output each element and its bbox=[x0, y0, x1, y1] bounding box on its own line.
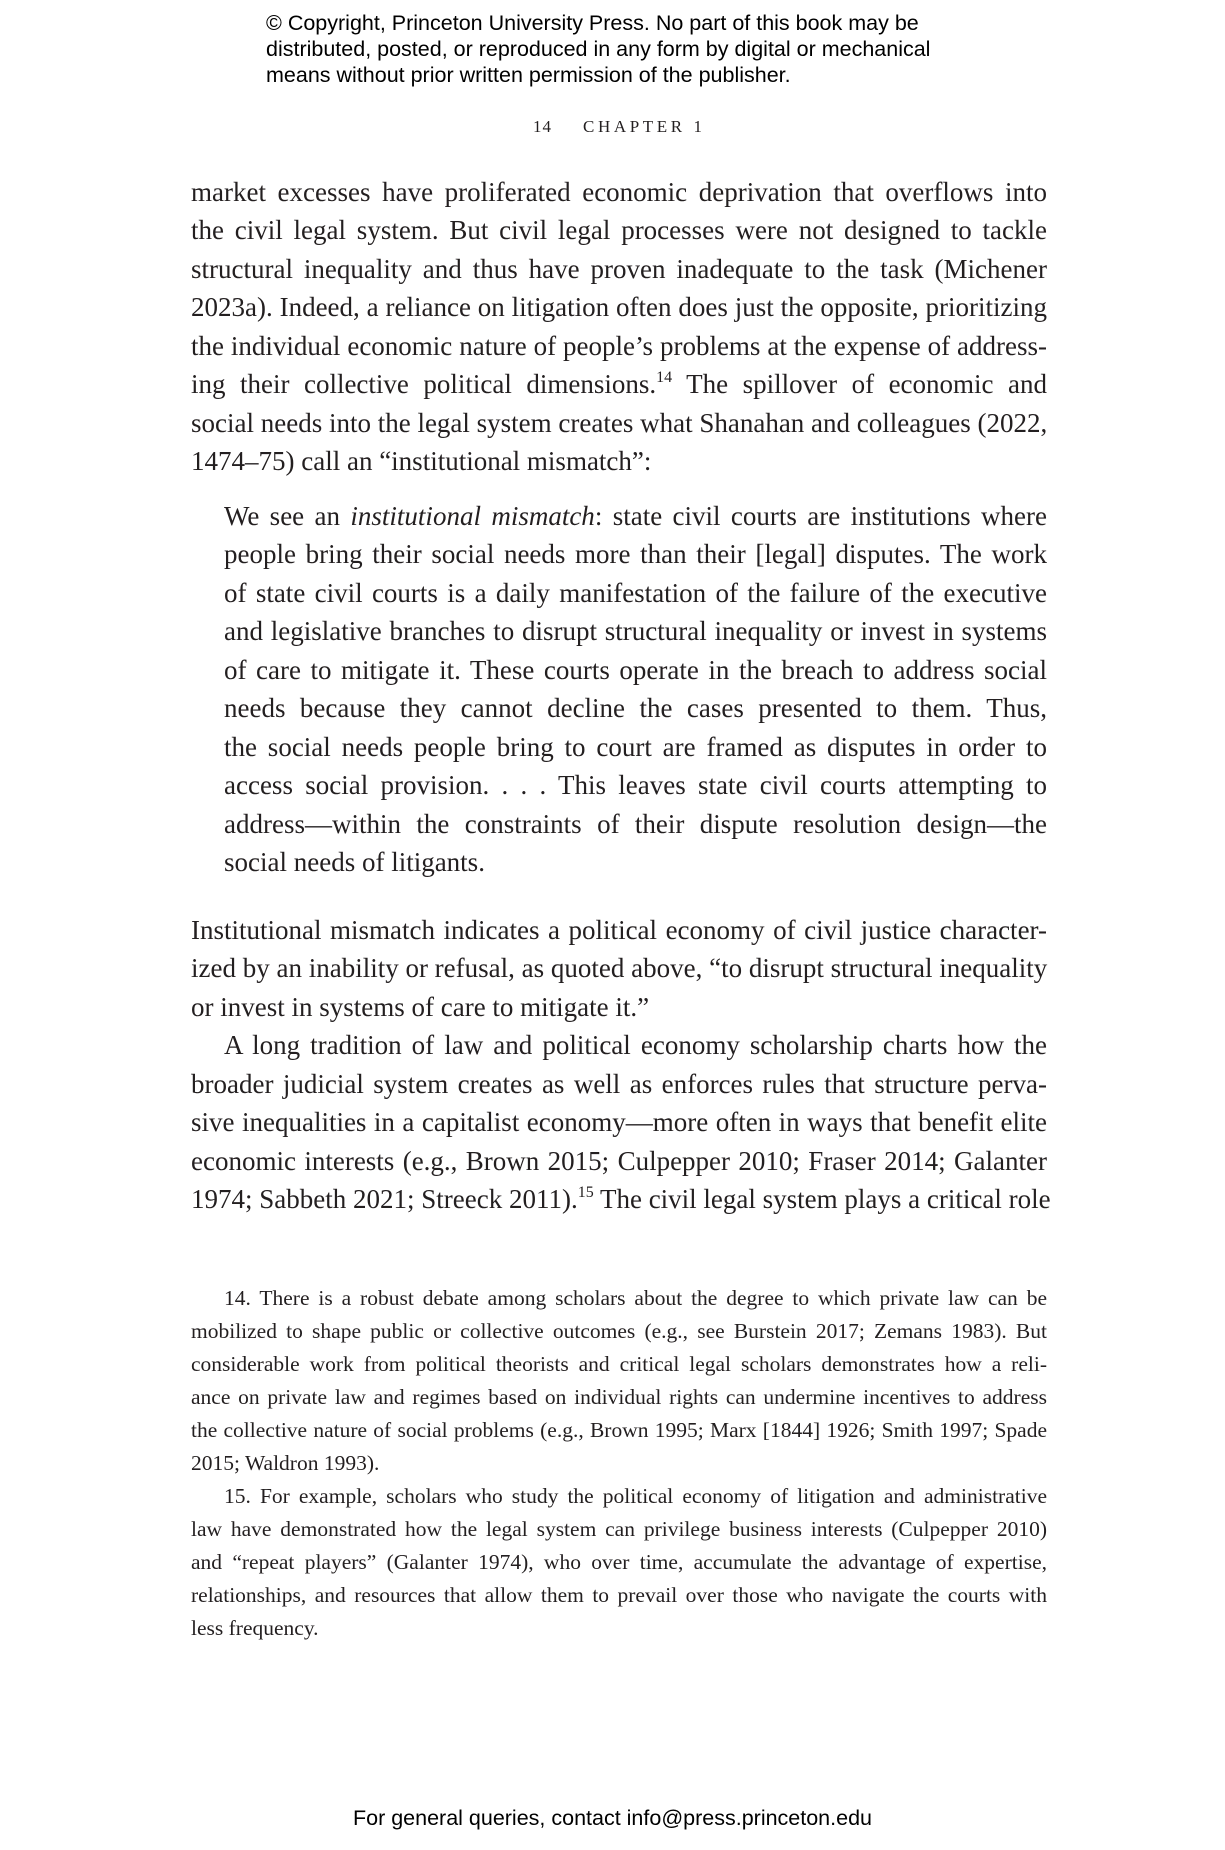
text-span: The spillover of economic and bbox=[672, 369, 1047, 399]
text-line: the individual economic nature of people’s problems at the expense of address- bbox=[191, 331, 1047, 361]
text-line: 2023a). Indeed, a reliance on litigation often does just the opposite, prioritizing bbox=[191, 292, 1047, 322]
text-line bbox=[191, 365, 1047, 403]
footnote-line: law have demonstrated how the legal system can privilege business interests (Culpepper 2010) bbox=[191, 1517, 1047, 1541]
copyright-line: distributed, posted, or reproduced in any form by digital or mechanical bbox=[266, 37, 931, 61]
text-line: social needs into the legal system creates what Shanahan and colleagues (2022, bbox=[191, 408, 1048, 438]
footnote-line: relationships, and resources that allow them to prevail over those who navigate the courts with bbox=[191, 1583, 1047, 1607]
footnote-line: mobilized to shape public or collective outcomes (e.g., see Burstein 2017; Zemans 1983). But bbox=[191, 1319, 1047, 1343]
text-line: people bring their social needs more than their [legal] disputes. The work bbox=[224, 539, 1047, 569]
text-line: ized by an inability or refusal, as quoted above, “to disrupt structural inequality bbox=[191, 953, 1048, 983]
text-line: economic interests (e.g., Brown 2015; Culpepper 2010; Fraser 2014; Galanter bbox=[191, 1146, 1047, 1176]
footnote-line: ance on private law and regimes based on individual rights can undermine incentives to address bbox=[191, 1385, 1047, 1409]
text-line: social needs of litigants. bbox=[224, 847, 485, 877]
footnote-ref-15[interactable]: 15 bbox=[577, 1184, 594, 1201]
text-span: : state civil courts are institutions where bbox=[594, 501, 1047, 531]
text-line: address—within the constraints of their dispute resolution design—the bbox=[224, 809, 1047, 839]
text-line: market excesses have proliferated economic deprivation that overflows into bbox=[191, 177, 1047, 207]
copyright-line: means without prior written permission of the publisher. bbox=[266, 63, 791, 87]
text-line: broader judicial system creates as well as enforces rules that structure perva- bbox=[191, 1069, 1047, 1099]
text-line: 1474–75) call an “institutional mismatch”: bbox=[191, 446, 652, 476]
copyright-line: © Copyright, Princeton University Press. No part of this book may be bbox=[266, 11, 919, 35]
text-line: needs because they cannot decline the cases presented to them. Thus, bbox=[224, 693, 1047, 723]
text-span: We see an bbox=[224, 501, 351, 531]
text-span: The civil legal system plays a critical role bbox=[593, 1184, 1051, 1214]
text-line bbox=[224, 497, 1047, 535]
footnote-line: 14. There is a robust debate among scholars about the degree to which private law can be bbox=[224, 1286, 1047, 1310]
page-number: 14 bbox=[533, 117, 552, 136]
text-line: and legislative branches to disrupt structural inequality or invest in systems bbox=[224, 616, 1047, 646]
text-span: ing their collective political dimensions. bbox=[191, 369, 657, 399]
text-line: structural inequality and thus have proven inadequate to the task (Michener bbox=[191, 254, 1047, 284]
text-line: A long tradition of law and political economy scholarship charts how the bbox=[224, 1030, 1047, 1060]
text-line bbox=[191, 1180, 1051, 1218]
text-line: Institutional mismatch indicates a political economy of civil justice character- bbox=[191, 915, 1047, 945]
footnote-line: less frequency. bbox=[191, 1616, 319, 1640]
text-line: the social needs people bring to court are framed as disputes in order to bbox=[224, 732, 1047, 762]
text-line: sive inequalities in a capitalist economy—more often in ways that benefit elite bbox=[191, 1107, 1047, 1137]
footnote-line: the collective nature of social problems (e.g., Brown 1995; Marx [1844] 1926; Smith 1997; Spade bbox=[191, 1418, 1047, 1442]
footnote-line: 2015; Waldron 1993). bbox=[191, 1451, 380, 1475]
running-head bbox=[0, 113, 1225, 143]
text-line: access social provision. . . . This leaves state civil courts attempting to bbox=[224, 770, 1047, 800]
text-line: of care to mitigate it. These courts operate in the breach to address social bbox=[224, 655, 1047, 685]
chapter-label: CHAPTER 1 bbox=[583, 117, 706, 136]
footnote-line: considerable work from political theorists and critical legal scholars demonstrates how a reli- bbox=[191, 1352, 1047, 1376]
text-line: the civil legal system. But civil legal processes were not designed to tackle bbox=[191, 215, 1047, 245]
copyright-notice bbox=[266, 10, 986, 88]
text-line: or invest in systems of care to mitigate it.” bbox=[191, 992, 650, 1022]
text-line: of state civil courts is a daily manifestation of the failure of the executive bbox=[224, 578, 1047, 608]
footer-contact: For general queries, contact info@press.princeton.edu bbox=[352, 1806, 872, 1830]
text-span: 1974; Sabbeth 2021; Streeck 2011). bbox=[191, 1184, 578, 1214]
emphasis-text: institutional mismatch bbox=[350, 501, 595, 531]
footnote-line: 15. For example, scholars who study the political economy of litigation and administrative bbox=[224, 1484, 1047, 1508]
footnote-ref-14[interactable]: 14 bbox=[656, 369, 673, 386]
footnote-line: and “repeat players” (Galanter 1974), who over time, accumulate the advantage of expertise, bbox=[191, 1550, 1047, 1574]
